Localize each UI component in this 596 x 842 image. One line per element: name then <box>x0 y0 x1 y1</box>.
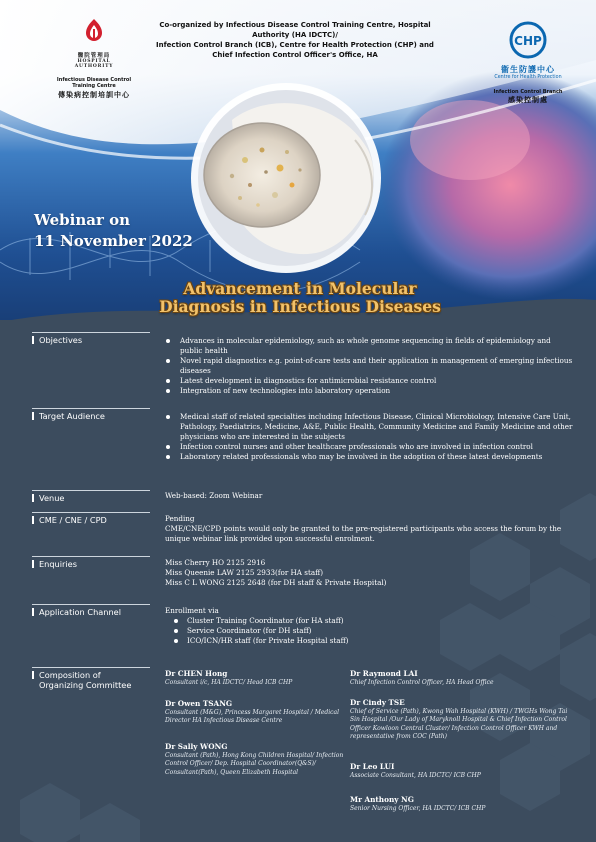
webinar-date-line1: Webinar on <box>34 211 131 229</box>
target-audience-content <box>165 412 575 462</box>
enquiry-contact: Miss C L WONG 2125 2648 (for DH staff & Private Hospital) <box>165 578 387 587</box>
chp-icb-logo-block <box>478 20 578 105</box>
webinar-date-line2: 11 November 2022 <box>34 232 193 250</box>
member-role: Senior Nursing Officer, HA IDCTC/ ICB CHP <box>350 805 486 812</box>
committee-member <box>350 762 570 780</box>
cme-note: CME/CNE/CPD points would only be granted to the pre-registered participants who access the forum by the unique webinar link provided upon successful enrolment. <box>165 524 562 543</box>
member-role: Consultant (Path), Hong Kong Children Hospital/ Infection Control Officer/ Dep. Hospital Coordinator(Q&S)/ Consultant(Path), Queen Elizabeth Hospital <box>165 752 344 776</box>
member-name: Mr Anthony NG <box>350 795 414 804</box>
list-item: Laboratory related professionals who may be involved in the adoption of these latest developments <box>165 452 575 462</box>
chp-logo-icon <box>508 20 548 60</box>
member-role: Consultant (M&G), Princess Margaret Hospital / Medical Director HA Infectious Disease Centre <box>165 709 340 725</box>
co-organizers-line: Infection Control Branch (ICB), Centre for Health Protection (CHP) and <box>156 41 434 49</box>
ha-idctc-logo-block <box>44 16 144 100</box>
member-name: Dr Sally WONG <box>165 742 228 751</box>
idctc-name-english-line1: Infectious Disease Control <box>56 77 132 83</box>
enquiry-contact: Miss Cherry HO 2125 2916 <box>165 558 266 567</box>
committee-member <box>165 742 350 777</box>
idctc-name-chinese: 傳染病控制培訓中心 <box>58 90 130 99</box>
application-channel-content <box>165 606 575 646</box>
member-role: Chief of Service (Path), Kwong Wah Hospital (KWH) / TWGHs Wong Tai Sin Hospital /Our Lady of Maryknoll Hospital & Chief Infection Control Officer Kowloon Central Cluster/ Infection Control Officer KWH and representative from COC (Path) <box>350 708 568 740</box>
list-item: Integration of new technologies into laboratory operation <box>165 386 575 396</box>
icb-name-english: Infection Control Branch <box>493 89 563 95</box>
list-item: Medical staff of related specialties including Infectious Disease, Clinical Microbiology, Intensive Care Unit, Pathology, Paediatrics, Medicine, A&E, Public Health, Community Medicine and Family Medicine and other physicians who are interested in the subjects <box>165 412 575 442</box>
target-audience-label: Target Audience <box>32 408 150 421</box>
organizing-committee-label: Composition of Organizing Committee <box>32 667 150 690</box>
committee-member <box>165 699 350 726</box>
hospital-authority-logo-icon <box>79 16 109 46</box>
member-name: Dr Cindy TSE <box>350 698 405 707</box>
cme-content <box>165 514 575 544</box>
committee-member <box>165 669 350 687</box>
co-organizers-line: Co-organized by Infectious Disease Control Training Centre, Hospital Authority (HA IDCTC)/ <box>159 21 431 39</box>
cme-status: Pending <box>165 514 195 523</box>
list-item: ICO/ICN/HR staff (for Private Hospital staff) <box>165 636 575 646</box>
enquiries-label: Enquiries <box>32 556 150 569</box>
list-item: Infection control nurses and other healthcare professionals who are involved in infection control <box>165 442 575 452</box>
ha-logo-english-line2: AUTHORITY <box>74 64 114 69</box>
objectives-label: Objectives <box>32 332 150 345</box>
co-organizers-line: Chief Infection Control Officer's Office, HA <box>212 51 378 59</box>
application-channel-label: Application Channel <box>32 604 150 617</box>
member-name: Dr CHEN Hong <box>165 669 228 678</box>
co-organizers-text <box>140 20 450 60</box>
venue-value: Web-based: Zoom Webinar <box>165 491 263 500</box>
icb-name-chinese: 感染控制處 <box>508 95 548 104</box>
committee-member <box>350 669 570 687</box>
member-role: Associate Consultant, HA IDCTC/ ICB CHP <box>350 772 481 779</box>
chp-logo-english: Centre for Health Protection <box>494 75 562 80</box>
list-item: Cluster Training Coordinator (for HA staff) <box>165 616 575 626</box>
list-item: Novel rapid diagnostics e.g. point-of-care tests and their application in management of emerging infectious diseases <box>165 356 575 376</box>
committee-member <box>350 698 570 741</box>
ha-logo-chinese: 醫院管理局 <box>77 53 111 59</box>
objectives-content <box>165 336 575 396</box>
member-role: Chief Infection Control Officer, HA Head Office <box>350 679 494 686</box>
member-name: Dr Leo LUI <box>350 762 395 771</box>
enquiry-contact: Miss Queenie LAW 2125 2933(for HA staff) <box>165 568 324 577</box>
enquiries-content <box>165 558 575 588</box>
committee-member <box>350 795 570 813</box>
ha-logo-english-line1: HOSPITAL <box>77 59 111 64</box>
member-name: Dr Owen TSANG <box>165 699 233 708</box>
webinar-title-line1: Advancement in Molecular <box>183 279 417 298</box>
cme-label: CME / CNE / CPD <box>32 512 150 525</box>
list-item: Advances in molecular epidemiology, such as whole genome sequencing in fields of epidemiology and public health <box>165 336 575 356</box>
chp-logo-chinese: 衞生防護中心 <box>501 64 555 74</box>
member-name: Dr Raymond LAI <box>350 669 418 678</box>
webinar-date <box>34 210 193 252</box>
chp-logo-letters: CHP <box>514 34 542 48</box>
list-item: Service Coordinator (for DH staff) <box>165 626 575 636</box>
webinar-title <box>100 280 500 316</box>
application-intro: Enrollment via <box>165 606 219 615</box>
list-item: Latest development in diagnostics for antimicrobial resistance control <box>165 376 575 386</box>
idctc-name-english-line2: Training Centre <box>72 83 116 89</box>
venue-label: Venue <box>32 490 150 503</box>
member-role: Consultant i/c, HA IDCTC/ Head ICB CHP <box>165 679 293 686</box>
webinar-title-line2: Diagnosis in Infectious Diseases <box>159 297 441 316</box>
